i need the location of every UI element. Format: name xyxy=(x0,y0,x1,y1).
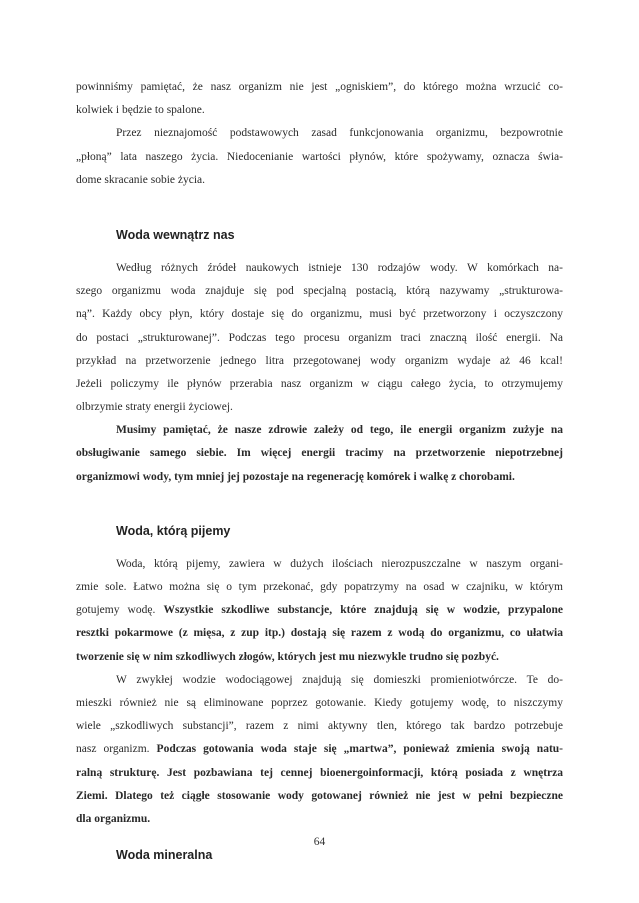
bold-text-line: obsługiwanie samego siebie. Im więcej energii tracimy na przetworzenie niepotrzebnej xyxy=(76,447,563,460)
bold-text-line: Ziemi. Dlatego też ciągłe stosowanie wody gotowanej również nie jest w pełni bezpieczne xyxy=(76,789,563,802)
bold-text-line: dla organizmu. xyxy=(76,812,151,825)
bold-text-line: Musimy pamiętać, że nasze zdrowie zależy od tego, ile energii organizm zużyje na xyxy=(116,424,563,437)
section-heading-woda-wewnatrz-nas: Woda wewnątrz nas xyxy=(116,227,235,242)
bold-text-line: organizmowi wody, tym mniej jej pozostaje na regenerację komórek i walkę z chorobami. xyxy=(76,470,515,483)
text-line: wiele „szkodliwych substancji”, razem z nimi aktywny tlen, którego tak bardzo potrzebuje xyxy=(76,720,563,733)
text-line: Jeżeli policzymy ile płynów przerabia nasz organizm w ciągu całego życia, to otrzymujemy xyxy=(76,377,563,390)
text-line: Przez nieznajomość podstawowych zasad funkcjonowania organizmu, bezpowrotnie xyxy=(116,127,563,140)
section2-paragraph-1 xyxy=(76,553,563,669)
bold-text-line: resztki pokarmowe (z mięsa, z zup itp.) dostają się razem z wodą do organizmu, co ułatwia xyxy=(76,627,563,640)
text-line: ną”. Każdy obcy płyn, który dostaje się do organizmu, musi być przetworzony i oczyszczony xyxy=(76,308,563,321)
section-heading-woda-mineralna: Woda mineralna xyxy=(116,848,213,863)
page-number: 64 xyxy=(313,836,326,848)
text-line: do postaci „strukturowanej”. Podczas tego procesu organizm traci znaczną ilość energii. Na xyxy=(76,331,563,344)
bold-text: Podczas gotowania woda staje się „martwa”, ponieważ zmienia swoją natu- xyxy=(156,743,563,756)
text-line: zmie sole. Łatwo można się o tym przekonać, gdy popatrzymy na osad w czajniku, w którym xyxy=(76,581,563,593)
text-line xyxy=(76,599,563,622)
section-heading-woda-ktora-pijemy: Woda, którą pijemy xyxy=(116,523,231,538)
bold-text: Wszystkie szkodliwe substancje, które znajdują się w wodzie, przypalone xyxy=(163,604,563,617)
text-line: przykład na przetworzenie jednego litra przegotowanej wody organizm wydaje aż 46 kcal! xyxy=(76,354,563,367)
text-line: powinniśmy pamiętać, że nasz organizm nie jest „ogniskiem”, do którego można wrzucić co- xyxy=(76,81,563,93)
text-line: olbrzymie straty energii życiowej. xyxy=(76,401,233,414)
page-body xyxy=(76,76,563,865)
plain-text: gotujemy wodę. xyxy=(76,604,164,617)
plain-text: nasz organizm. xyxy=(76,743,157,756)
text-line: kolwiek i będzie to spalone. xyxy=(76,104,205,117)
text-line: Według różnych źródeł naukowych istnieje 130 rodzajów wody. W komórkach na- xyxy=(116,261,563,274)
text-line: dome skracanie sobie życia. xyxy=(76,173,205,186)
text-line xyxy=(76,738,563,761)
bold-text-line: ralną strukturę. Jest pozbawiana tej cennej bioenergoinformacji, którą posiada z wnętrza xyxy=(76,766,563,779)
section1-paragraph xyxy=(76,257,563,419)
text-line: W zwykłej wodzie wodociągowej znajdują się domieszki promieniotwórcze. Te do- xyxy=(116,673,563,686)
text-line: mieszki również nie są eliminowane poprzez gotowanie. Kiedy gotujemy wodę, to niszczymy xyxy=(76,696,563,709)
section2-paragraph-2 xyxy=(76,669,563,831)
text-line: „płoną” lata naszego życia. Niedocenianie wartości płynów, które spożywamy, oznacza świa- xyxy=(76,150,563,163)
text-line: szego organizmu woda znajduje się pod specjalną postacią, którą nazywamy „strukturowa- xyxy=(76,285,563,298)
section1-bold-paragraph xyxy=(76,419,563,489)
text-line: Woda, którą pijemy, zawiera w dużych ilościach nierozpuszczalne w naszym organi- xyxy=(116,557,563,570)
bold-text-line: tworzenie się w nim szkodliwych złogów, których jest mu niezwykle trudno się pozbyć. xyxy=(76,650,499,663)
intro-paragraph xyxy=(76,76,563,192)
